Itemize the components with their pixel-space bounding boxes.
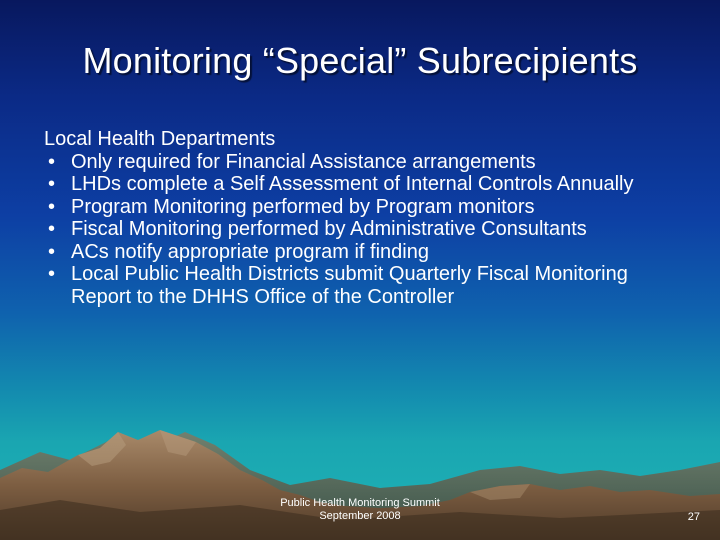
footer-event-name: Public Health Monitoring Summit xyxy=(280,497,440,509)
bullet-item xyxy=(44,151,684,174)
bullet-icon: • xyxy=(48,263,56,285)
slide-footer xyxy=(210,497,510,523)
bullet-icon: • xyxy=(48,150,56,173)
bullet-text: Fiscal Monitoring performed by Administrative Consultants xyxy=(71,218,587,240)
footer-date: September 2008 xyxy=(319,510,401,522)
bullet-text: Program Monitoring performed by Program monitors xyxy=(71,195,535,218)
bullet-item xyxy=(44,196,684,219)
bullet-text: Only required for Financial Assistance arrangements xyxy=(71,150,536,173)
bullet-list xyxy=(44,151,684,309)
bullet-item xyxy=(44,173,684,196)
slide-body xyxy=(44,128,684,308)
bullet-item xyxy=(44,241,684,264)
bullet-icon: • xyxy=(48,195,56,218)
bullet-icon: • xyxy=(48,240,56,263)
bullet-text: Local Public Health Districts submit Quarterly Fiscal Monitoring Report to the DHHS Office of the Controller xyxy=(71,263,628,308)
bullet-item xyxy=(44,263,684,308)
bullet-icon: • xyxy=(48,218,56,240)
slide-title: Monitoring “Special” Subrecipients xyxy=(82,40,638,81)
slide-number: 27 xyxy=(687,511,700,523)
section-heading: Local Health Departments xyxy=(44,128,276,150)
bullet-item xyxy=(44,218,684,241)
bullet-text: ACs notify appropriate program if finding xyxy=(71,240,429,263)
bullet-icon: • xyxy=(48,173,56,195)
bullet-text: LHDs complete a Self Assessment of Internal Controls Annually xyxy=(71,173,634,195)
